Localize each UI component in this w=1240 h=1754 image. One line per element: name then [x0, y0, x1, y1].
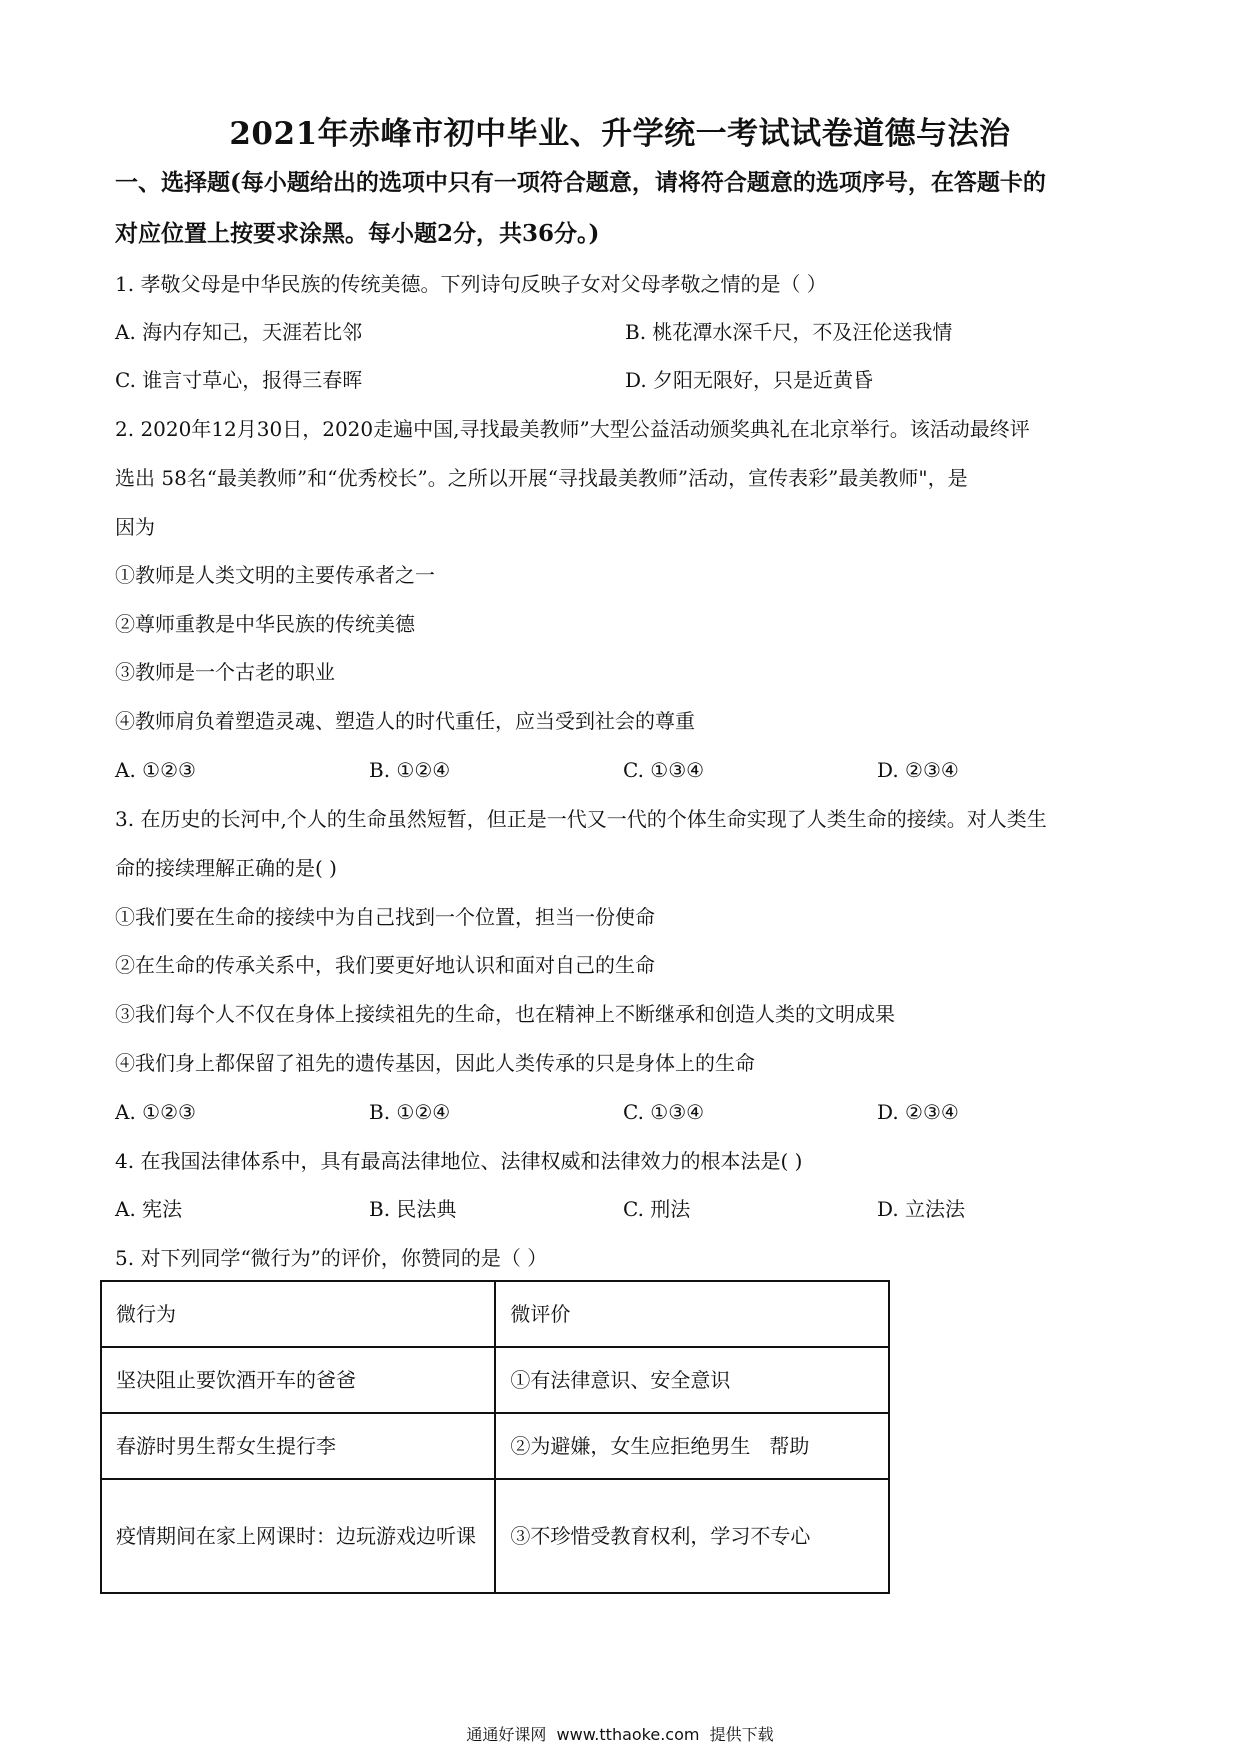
table-row	[101, 1479, 889, 1593]
question-2-option-b: B. ①②④	[369, 758, 451, 782]
question-2-stem-line1: 2. 2020年12月30日，2020走遍中国,寻找最美教师”大型公益活动颁奖典礼在北京举行。该活动最终评	[115, 417, 1030, 441]
question-3-option-a: A. ①②③	[115, 1100, 196, 1124]
table-row	[101, 1413, 889, 1479]
question-3-option-b: B. ①②④	[369, 1100, 451, 1124]
table-cell: 春游时男生帮女生提行李	[101, 1413, 495, 1479]
question-3-stem-line1: 3. 在历史的长河中,个人的生命虽然短暂，但正是一代又一代的个体生命实现了人类生命的接续。对人类生	[115, 807, 1047, 831]
question-2-stem-line2: 选出 58名“最美教师”和“优秀校长”。之所以开展“寻找最美教师”活动，宣传表彩”最美教师"，是	[115, 466, 968, 490]
question-5-stem: 5. 对下列同学“微行为”的评价，你赞同的是（ ）	[115, 1246, 548, 1270]
question-4-option-d: D. 立法法	[877, 1197, 966, 1221]
question-2-item-1: ①教师是人类文明的主要传承者之一	[115, 563, 435, 587]
section-heading-line2: 对应位置上按要求涂黑。每小题2分，共36分。)	[115, 220, 600, 247]
table-cell: ③不珍惜受教育权利，学习不专心	[495, 1479, 889, 1593]
table-header-row	[101, 1281, 889, 1347]
question-1-option-c: C. 谁言寸草心，报得三春晖	[115, 368, 363, 392]
question-4-option-a: A. 宪法	[115, 1197, 183, 1221]
page-title: 2021年赤峰市初中毕业、升学统一考试试卷道德与法治	[229, 116, 1011, 152]
question-3-item-3: ③我们每个人不仅在身体上接续祖先的生命，也在精神上不断继承和创造人类的文明成果	[115, 1002, 895, 1026]
question-3-stem-line2: 命的接续理解正确的是( )	[115, 856, 337, 880]
section-heading-line1: 一、选择题(每小题给出的选项中只有一项符合题意，请将符合题意的选项序号，在答题卡的	[115, 169, 1046, 196]
question-4-option-c: C. 刑法	[623, 1197, 691, 1221]
behavior-review-table	[100, 1280, 890, 1594]
question-2-item-2: ②尊师重教是中华民族的传统美德	[115, 612, 415, 636]
question-3-option-c: C. ①③④	[623, 1100, 705, 1124]
table-cell: ①有法律意识、安全意识	[495, 1347, 889, 1413]
question-1-option-a: A. 海内存知己，天涯若比邻	[115, 320, 363, 344]
question-2-stem-line3: 因为	[115, 515, 155, 539]
question-2-option-d: D. ②③④	[877, 758, 959, 782]
question-2-item-4: ④教师肩负着塑造灵魂、塑造人的时代重任，应当受到社会的尊重	[115, 709, 695, 733]
table-cell: 疫情期间在家上网课时：边玩游戏边听课	[101, 1479, 495, 1593]
question-3-option-d: D. ②③④	[877, 1100, 959, 1124]
table-cell: 坚决阻止要饮酒开车的爸爸	[101, 1347, 495, 1413]
question-3-item-1: ①我们要在生命的接续中为自己找到一个位置，担当一份使命	[115, 905, 655, 929]
question-2-option-c: C. ①③④	[623, 758, 705, 782]
question-4-stem: 4. 在我国法律体系中，具有最高法律地位、法律权威和法律效力的根本法是( )	[115, 1149, 803, 1173]
question-1-option-d: D. 夕阳无限好，只是近黄昏	[625, 368, 874, 392]
table-header-cell: 微行为	[101, 1281, 495, 1347]
footer-source: 通通好课网 www.tthaoke.com 提供下载	[466, 1725, 774, 1744]
question-4-option-b: B. 民法典	[369, 1197, 457, 1221]
table-header-cell: 微评价	[495, 1281, 889, 1347]
question-1-stem: 1. 孝敬父母是中华民族的传统美德。下列诗句反映子女对父母孝敬之情的是（ ）	[115, 272, 827, 296]
question-1-option-b: B. 桃花潭水深千尺，不及汪伦送我情	[625, 320, 953, 344]
question-2-option-a: A. ①②③	[115, 758, 196, 782]
question-3-item-2: ②在生命的传承关系中，我们要更好地认识和面对自己的生命	[115, 953, 655, 977]
question-2-item-3: ③教师是一个古老的职业	[115, 660, 335, 684]
table-cell: ②为避嫌，女生应拒绝男生 帮助	[495, 1413, 889, 1479]
table-row	[101, 1347, 889, 1413]
question-3-item-4: ④我们身上都保留了祖先的遗传基因，因此人类传承的只是身体上的生命	[115, 1051, 755, 1075]
